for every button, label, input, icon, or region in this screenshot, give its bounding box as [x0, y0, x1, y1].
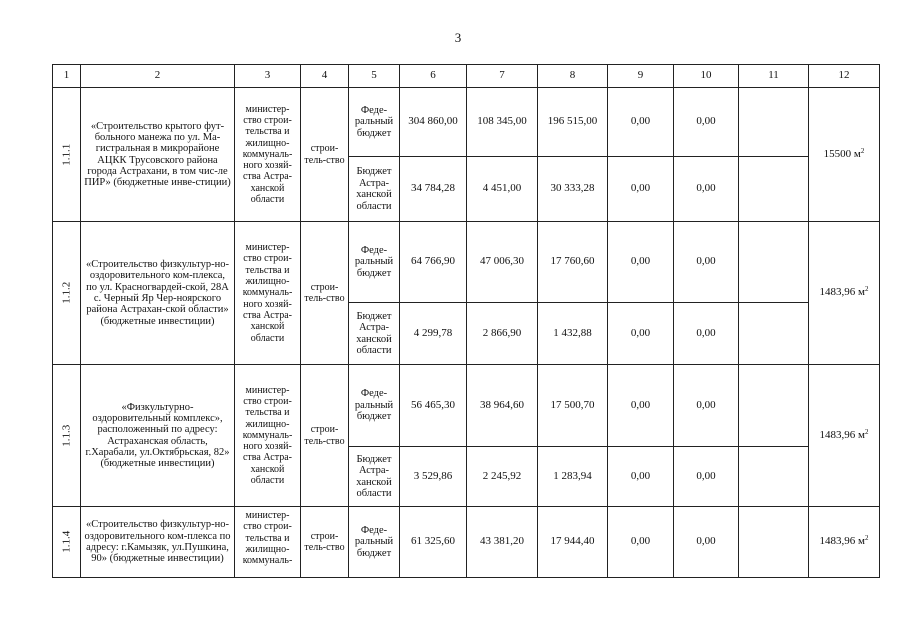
area-unit: м [858, 535, 865, 548]
item-name: «Физкультурно-оздоровительный комплекс», расположенный по адресу: Астраханская область, г.Харабали, ул.Октябрьская, 82» (бюджетные инвестиции) [81, 365, 235, 507]
area-unit: м [853, 147, 861, 160]
funding-table [52, 64, 880, 578]
area-value: 1483,96 [819, 535, 856, 548]
area-unit: м [858, 428, 865, 441]
value-cell: 0,00 [608, 507, 674, 578]
value-cell: 0,00 [674, 365, 739, 447]
value-cell [739, 88, 809, 157]
header-cell: 2 [81, 65, 235, 88]
value-cell: 56 465,30 [400, 365, 467, 447]
value-cell: 0,00 [674, 222, 739, 303]
value-cell [739, 507, 809, 578]
page-number: 3 [454, 30, 462, 45]
area-unit-sup: 2 [864, 285, 869, 294]
value-cell: 0,00 [674, 157, 739, 222]
value-cell: 196 515,00 [538, 88, 608, 157]
item-number-cell [53, 88, 81, 222]
header-cell: 7 [467, 65, 538, 88]
table-row [53, 365, 880, 447]
item-number: 1.1.4 [60, 531, 73, 553]
responsible-org: министер-ство строи-тельства и жилищно-коммуналь- [235, 507, 301, 578]
value-cell: 4 299,78 [400, 303, 467, 365]
header-cell: 12 [809, 65, 880, 88]
item-number-cell [53, 507, 81, 578]
value-cell: 0,00 [674, 507, 739, 578]
area-cell [809, 88, 880, 222]
area-value: 15500 [823, 147, 852, 160]
work-type: строи-тель-ство [301, 507, 349, 578]
table-row [53, 88, 880, 157]
value-cell: 47 006,30 [467, 222, 538, 303]
header-cell: 4 [301, 65, 349, 88]
header-cell: 1 [53, 65, 81, 88]
value-cell: 108 345,00 [467, 88, 538, 157]
value-cell: 0,00 [608, 447, 674, 507]
responsible-org: министер-ство строи-тельства и жилищно-коммуналь-ного хозяй-ства Астра-ханской области [235, 88, 301, 222]
table-row [53, 222, 880, 303]
value-cell: 38 964,60 [467, 365, 538, 447]
value-cell: 17 500,70 [538, 365, 608, 447]
value-cell [739, 157, 809, 222]
value-cell [739, 222, 809, 303]
value-cell: 0,00 [674, 447, 739, 507]
area-unit-sup: 2 [860, 146, 865, 155]
funding-source: Феде-ральный бюджет [349, 88, 400, 157]
item-number-cell [53, 365, 81, 507]
area-unit-sup: 2 [864, 534, 869, 543]
value-cell: 17 760,60 [538, 222, 608, 303]
value-cell: 61 325,60 [400, 507, 467, 578]
value-cell: 2 866,90 [467, 303, 538, 365]
value-cell: 0,00 [608, 88, 674, 157]
area-value: 1483,96 [819, 286, 856, 299]
header-cell: 5 [349, 65, 400, 88]
header-cell: 3 [235, 65, 301, 88]
responsible-org: министер-ство строи-тельства и жилищно-коммуналь-ного хозяй-ства Астра-ханской области [235, 222, 301, 365]
item-name: «Строительство физкультур-но-оздоровительного ком-плекса по адресу: г.Камызяк, ул.Пушкина, 90» (бюджетные инвестиции) [81, 507, 235, 578]
funding-source: Феде-ральный бюджет [349, 365, 400, 447]
value-cell: 3 529,86 [400, 447, 467, 507]
header-cell: 11 [739, 65, 809, 88]
value-cell: 43 381,20 [467, 507, 538, 578]
value-cell: 0,00 [608, 222, 674, 303]
item-number-cell [53, 222, 81, 365]
value-cell: 0,00 [608, 303, 674, 365]
header-cell: 9 [608, 65, 674, 88]
header-cell: 8 [538, 65, 608, 88]
value-cell: 0,00 [674, 88, 739, 157]
funding-source: Феде-ральный бюджет [349, 222, 400, 303]
header-row [53, 65, 880, 88]
value-cell: 34 784,28 [400, 157, 467, 222]
value-cell [739, 365, 809, 447]
value-cell: 2 245,92 [467, 447, 538, 507]
value-cell [739, 303, 809, 365]
area-unit-sup: 2 [864, 427, 869, 436]
item-number: 1.1.2 [60, 282, 73, 304]
value-cell: 1 432,88 [538, 303, 608, 365]
funding-source: Бюджет Астра-ханской области [349, 447, 400, 507]
value-cell: 0,00 [608, 365, 674, 447]
responsible-org: министер-ство строи-тельства и жилищно-коммуналь-ного хозяй-ства Астра-ханской области [235, 365, 301, 507]
work-type: строи-тель-ство [301, 365, 349, 507]
value-cell: 30 333,28 [538, 157, 608, 222]
value-cell: 64 766,90 [400, 222, 467, 303]
funding-source: Феде-ральный бюджет [349, 507, 400, 578]
item-number: 1.1.1 [60, 143, 73, 166]
table-row [53, 507, 880, 578]
header-cell: 10 [674, 65, 739, 88]
area-cell [809, 365, 880, 507]
work-type: строи-тель-ство [301, 222, 349, 365]
value-cell: 0,00 [674, 303, 739, 365]
funding-source: Бюджет Астра-ханской области [349, 157, 400, 222]
item-name: «Строительство крытого фут-больного манежа по ул. Ма-гистральная в микрорайоне АЦКК Трусовского района города Астрахани, в том чис-ле ПИР» (бюджетные инве-стиции) [81, 88, 235, 222]
value-cell: 0,00 [608, 157, 674, 222]
value-cell: 4 451,00 [467, 157, 538, 222]
value-cell [739, 447, 809, 507]
header-cell: 6 [400, 65, 467, 88]
item-name: «Строительство физкультур-но-оздоровительного ком-плекса, по ул. Красногвардей-ской, 28А с. Черный Яр Чер-ноярского района Астрахан-ской области» (бюджетные инвестиции) [81, 222, 235, 365]
value-cell: 17 944,40 [538, 507, 608, 578]
value-cell: 1 283,94 [538, 447, 608, 507]
value-cell: 304 860,00 [400, 88, 467, 157]
area-unit: м [858, 286, 865, 299]
area-value: 1483,96 [819, 428, 856, 441]
item-number: 1.1.3 [60, 424, 73, 447]
work-type: строи-тель-ство [301, 88, 349, 222]
area-cell [809, 222, 880, 365]
funding-source: Бюджет Астра-ханской области [349, 303, 400, 365]
area-cell [809, 507, 880, 578]
